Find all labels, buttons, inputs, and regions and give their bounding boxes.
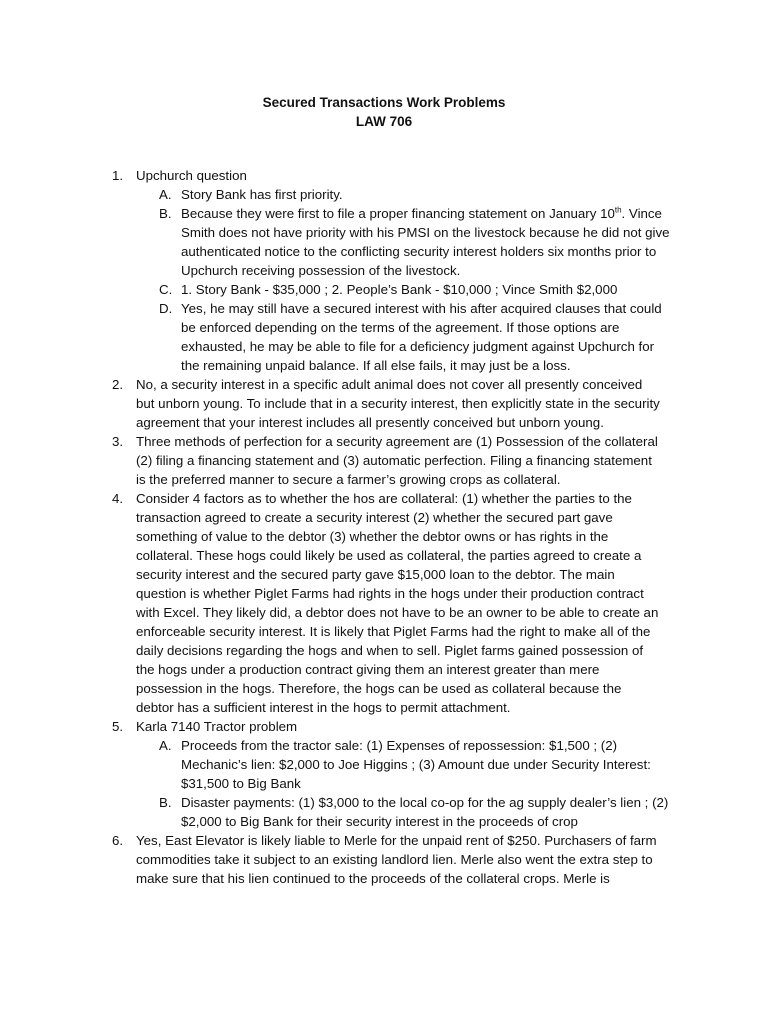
sub-item-1a <box>0 185 768 204</box>
list-item-number: 1. <box>112 168 124 183</box>
list-item-number: 3. <box>112 434 124 449</box>
sub-item-text: 1. Story Bank - $35,000 ; 2. People’s Bank - $10,000 ; Vince Smith $2,000 <box>181 282 618 297</box>
list-item-5 <box>0 717 768 736</box>
list-item-3 <box>0 432 768 489</box>
sub-item-letter: C. <box>159 282 173 297</box>
sub-item-letter: A. <box>159 738 172 753</box>
sub-item-text: Story Bank has first priority. <box>181 187 343 202</box>
sub-item-text: Disaster payments: (1) $3,000 to the local co-op for the ag supply dealer’s lien ; (2) $2,000 to Big Bank for their security interest in the proceeds of crop <box>181 795 669 829</box>
ordinal-suffix: th <box>614 205 622 215</box>
list-item-text: Three methods of perfection for a security agreement are (1) Possession of the collateral (2) filing a financing statement and (3) automatic perfection. Filing a financing statement is the preferred manner to secure a farmer’s growing crops as collateral. <box>136 434 658 487</box>
sub-item-text <box>181 204 673 280</box>
list-item-6 <box>0 831 768 888</box>
document-title: Secured Transactions Work Problems <box>262 95 506 110</box>
answer-list <box>0 166 768 888</box>
sub-item-text: Proceeds from the tractor sale: (1) Expenses of repossession: $1,500 ; (2) Mechanic’s lien: $2,000 to Joe Higgins ; (3) Amount due under Security Interest: $31,500 to Big Bank <box>181 738 651 791</box>
sub-item-letter: D. <box>159 301 173 316</box>
sub-item-5b <box>0 793 768 831</box>
sub-item-text: Yes, he may still have a secured interest with his after acquired clauses that could be enforced depending on the terms of the agreement. If those options are exhausted, he may be able to file for a deficiency judgment against Upchurch for the remaining unpaid balance. If all else fails, it may just be a loss. <box>181 301 662 373</box>
sub-item-letter: B. <box>159 206 172 221</box>
list-item-text: No, a security interest in a specific adult animal does not cover all presently conceived but unborn young. To include that in a security interest, then explicitly state in the security agreement that your interest includes all presently conceived but unborn young. <box>136 377 660 430</box>
sub-item-1b <box>0 204 768 280</box>
list-item-number: 5. <box>112 719 124 734</box>
list-item-4 <box>0 489 768 717</box>
list-item-1 <box>0 166 768 185</box>
list-item-text: Consider 4 factors as to whether the hos are collateral: (1) whether the parties to the transaction agreed to create a security interest (2) whether the secured part gave something of value to the debtor (3) whether the debtor owns or has rights in the collateral. These hogs could likely be used as collateral, the parties agreed to create a security interest and the secured party gave $15,000 loan to the debtor. The main question is whether Piglet Farms had rights in the hogs under their production contract with Excel. They likely did, a debtor does not have to be an owner to be able to create an enforceable security interest. It is likely that Piglet Farms had the right to make all of the daily decisions regarding the hogs and when to sell. Piglet farms gained possession of the hogs under a production contract giving them an interest greater than mere possession in the hogs. Therefore, the hogs can be used as collateral because the debtor has a sufficient interest in the hogs to permit attachment. <box>136 491 659 715</box>
list-item-text: Upchurch question <box>136 168 247 183</box>
sub-item-text-post: . Vince Smith does not have priority with his PMSI on the livestock because he did not give authenticated notice to the conflicting security interest holders six months prior to Upchurch receiving possession of the livestock. <box>181 206 670 278</box>
sub-item-letter: A. <box>159 187 172 202</box>
list-item-2 <box>0 375 768 432</box>
list-item-text: Yes, East Elevator is likely liable to Merle for the unpaid rent of $250. Purchasers of farm commodities take it subject to an existing landlord lien. Merle also went the extra step to make sure that his lien continued to the proceeds of the collateral crops. Merle is <box>136 833 657 886</box>
sub-item-1c <box>0 280 768 299</box>
sub-item-text-pre: Because they were first to file a proper financing statement on January 10 <box>181 206 615 221</box>
sub-item-1d <box>0 299 768 375</box>
document-course-code: LAW 706 <box>355 114 413 129</box>
list-item-number: 6. <box>112 833 124 848</box>
sub-item-letter: B. <box>159 795 172 810</box>
sub-item-5a <box>0 736 768 793</box>
list-item-text: Karla 7140 Tractor problem <box>136 719 298 734</box>
list-item-number: 4. <box>112 491 124 506</box>
list-item-number: 2. <box>112 377 124 392</box>
